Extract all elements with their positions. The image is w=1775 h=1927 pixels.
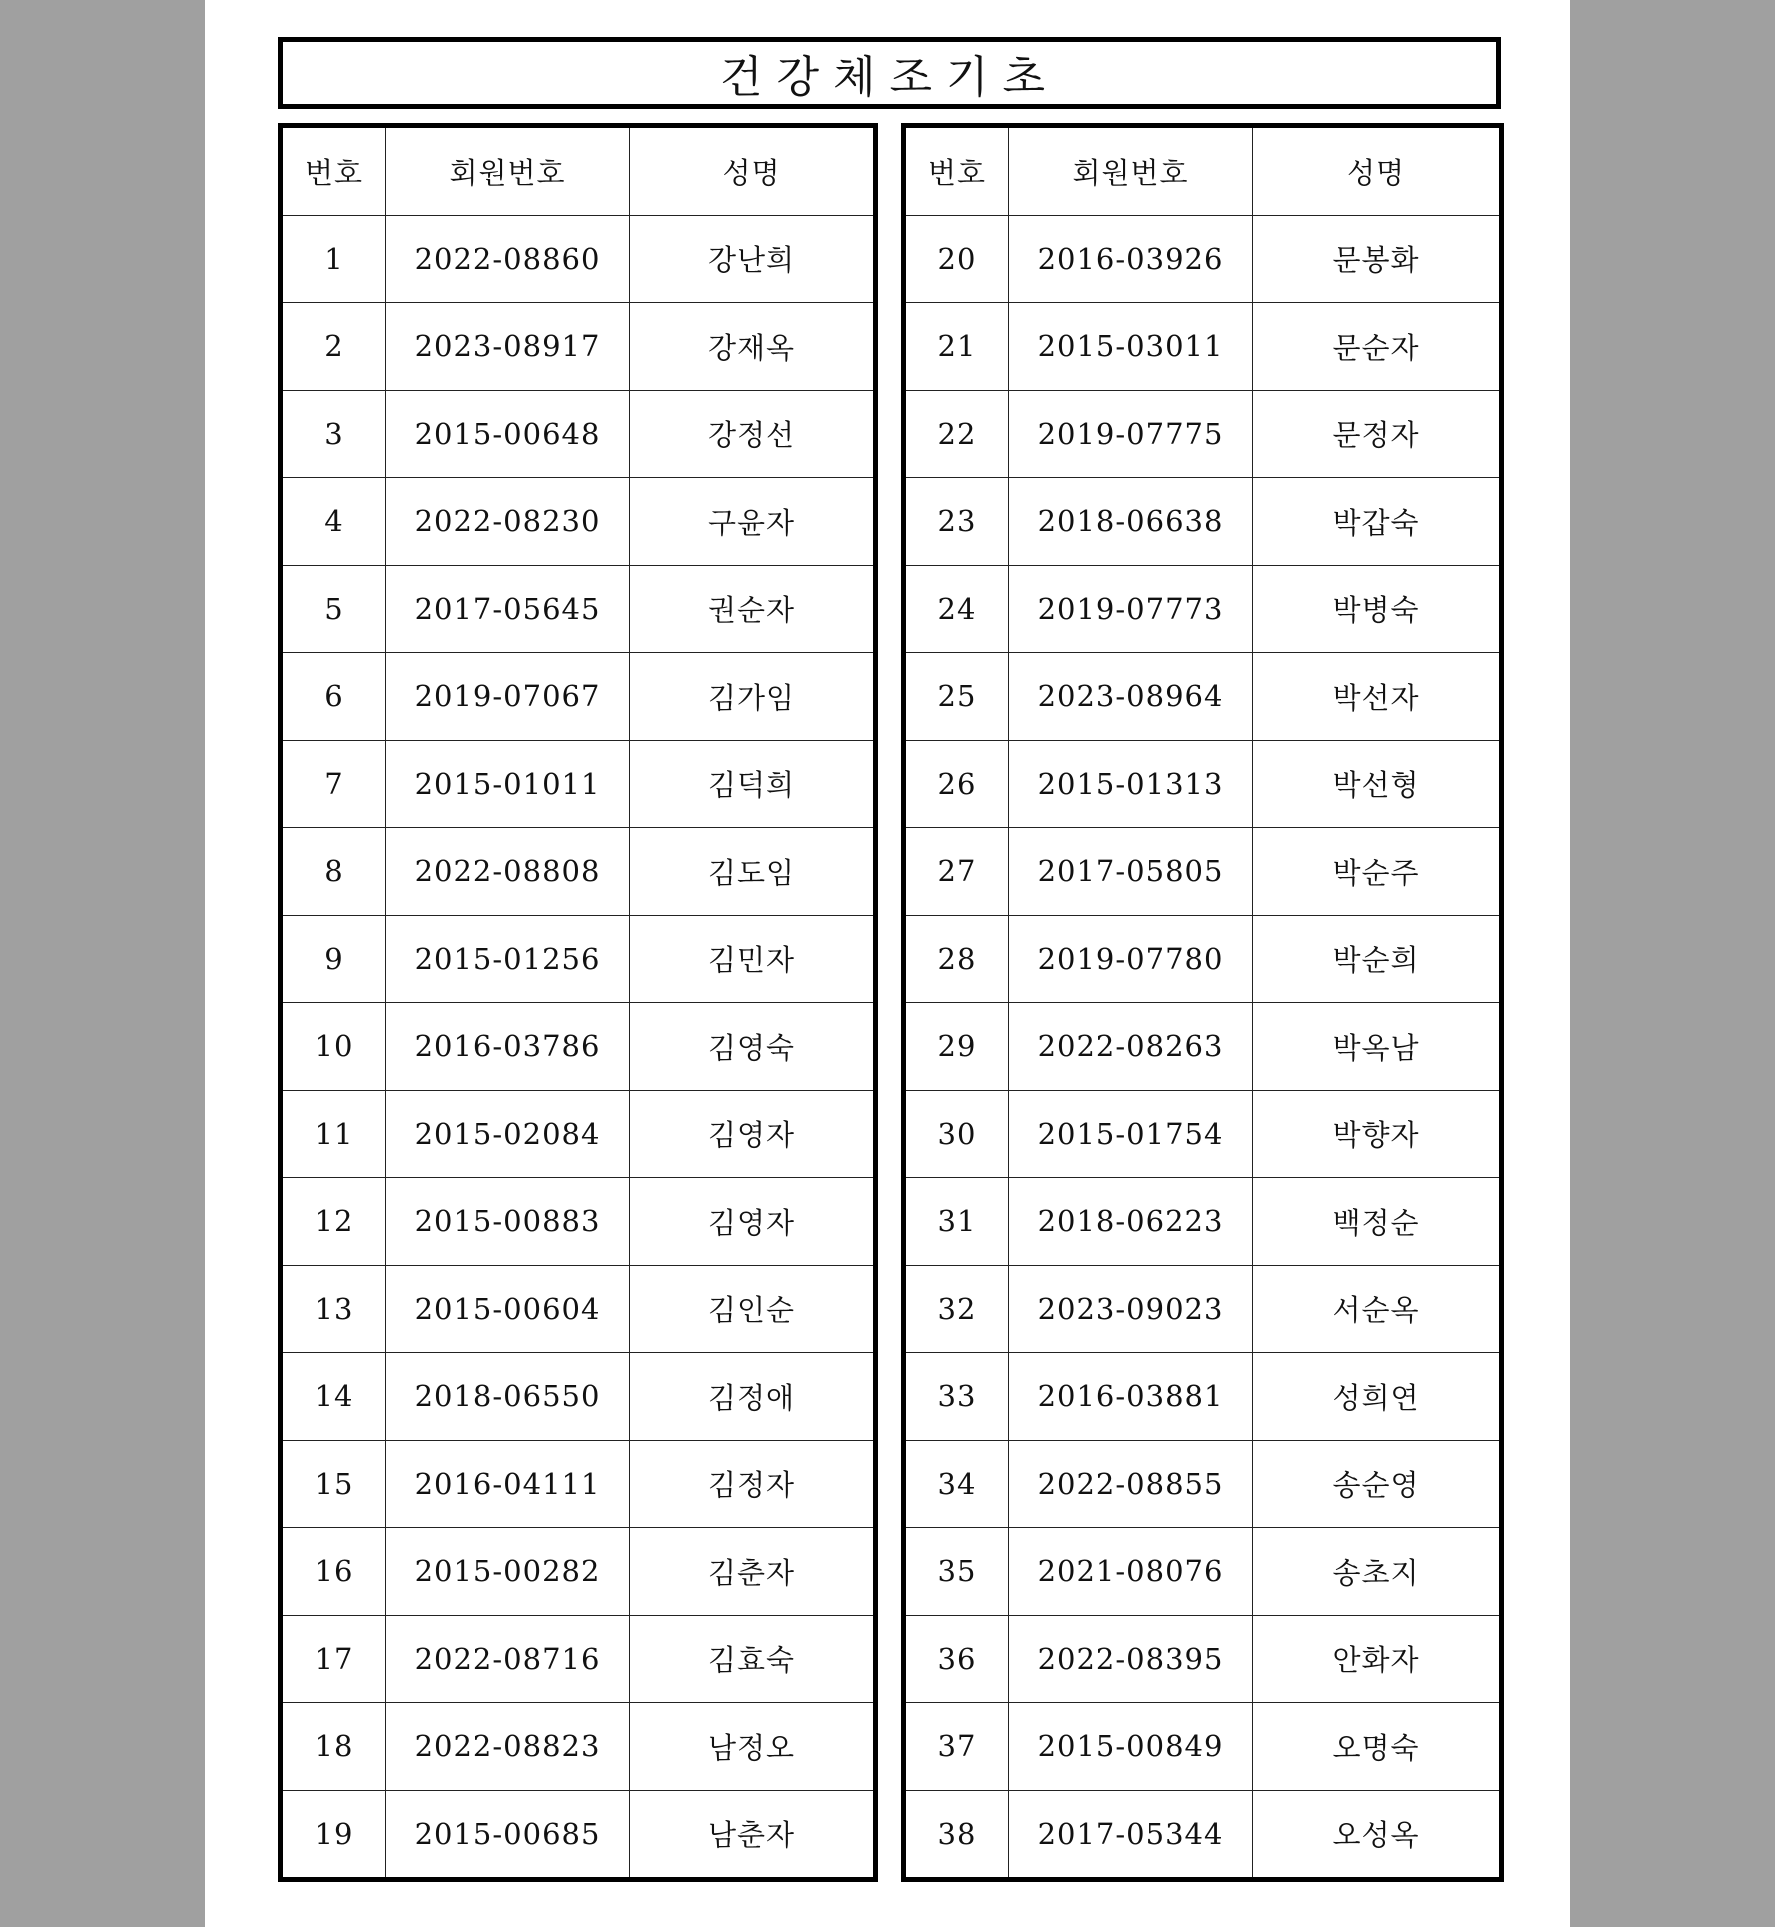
row-number-cell: 1: [281, 215, 386, 303]
table-row: [904, 565, 1502, 653]
member-name-cell: 구윤자: [630, 478, 876, 566]
row-number-cell: 2: [281, 303, 386, 391]
member-id-cell: 2022-08860: [386, 215, 630, 303]
table-row: [281, 1440, 876, 1528]
table-row: [281, 1703, 876, 1791]
member-id-cell: 2022-08395: [1009, 1615, 1253, 1703]
member-id-cell: 2016-03786: [386, 1003, 630, 1091]
row-number-cell: 18: [281, 1703, 386, 1791]
table-row: [904, 390, 1502, 478]
table-row: [904, 1178, 1502, 1266]
member-name-cell: 문봉화: [1253, 215, 1502, 303]
member-id-cell: 2018-06223: [1009, 1178, 1253, 1266]
header-name: 성명: [630, 126, 876, 216]
page-title: 건강체조기초: [719, 52, 1060, 103]
member-id-cell: 2015-00849: [1009, 1703, 1253, 1791]
row-number-cell: 35: [904, 1528, 1009, 1616]
member-id-cell: 2019-07067: [386, 653, 630, 741]
title-box: [278, 37, 1501, 109]
row-number-cell: 7: [281, 740, 386, 828]
member-id-cell: 2015-03011: [1009, 303, 1253, 391]
member-name-cell: 김효숙: [630, 1615, 876, 1703]
table-row: [904, 1703, 1502, 1791]
row-number-cell: 6: [281, 653, 386, 741]
document-page: [205, 0, 1570, 1927]
member-id-cell: 2018-06638: [1009, 478, 1253, 566]
member-id-cell: 2022-08808: [386, 828, 630, 916]
member-id-cell: 2022-08855: [1009, 1440, 1253, 1528]
member-name-cell: 박병숙: [1253, 565, 1502, 653]
row-number-cell: 28: [904, 915, 1009, 1003]
table-row: [904, 1790, 1502, 1880]
table-row: [904, 1615, 1502, 1703]
row-number-cell: 15: [281, 1440, 386, 1528]
member-id-cell: 2015-00685: [386, 1790, 630, 1880]
member-id-cell: 2018-06550: [386, 1353, 630, 1441]
row-number-cell: 34: [904, 1440, 1009, 1528]
roster-body-right: [904, 215, 1502, 1880]
table-row: [281, 740, 876, 828]
member-name-cell: 강재옥: [630, 303, 876, 391]
member-name-cell: 오명숙: [1253, 1703, 1502, 1791]
member-id-cell: 2023-09023: [1009, 1265, 1253, 1353]
member-id-cell: 2022-08716: [386, 1615, 630, 1703]
row-number-cell: 37: [904, 1703, 1009, 1791]
member-name-cell: 김가임: [630, 653, 876, 741]
row-number-cell: 23: [904, 478, 1009, 566]
member-name-cell: 김인순: [630, 1265, 876, 1353]
member-name-cell: 김영자: [630, 1090, 876, 1178]
row-number-cell: 36: [904, 1615, 1009, 1703]
member-name-cell: 김춘자: [630, 1528, 876, 1616]
table-row: [904, 1353, 1502, 1441]
row-number-cell: 17: [281, 1615, 386, 1703]
header-row: [904, 126, 1502, 216]
member-id-cell: 2016-04111: [386, 1440, 630, 1528]
member-name-cell: 박옥남: [1253, 1003, 1502, 1091]
row-number-cell: 21: [904, 303, 1009, 391]
table-row: [281, 478, 876, 566]
member-id-cell: 2017-05805: [1009, 828, 1253, 916]
member-id-cell: 2023-08964: [1009, 653, 1253, 741]
member-id-cell: 2015-01313: [1009, 740, 1253, 828]
table-row: [281, 1090, 876, 1178]
table-row: [904, 215, 1502, 303]
member-name-cell: 김영숙: [630, 1003, 876, 1091]
member-id-cell: 2023-08917: [386, 303, 630, 391]
member-name-cell: 김영자: [630, 1178, 876, 1266]
table-row: [281, 1353, 876, 1441]
row-number-cell: 12: [281, 1178, 386, 1266]
row-number-cell: 9: [281, 915, 386, 1003]
member-name-cell: 박선자: [1253, 653, 1502, 741]
row-number-cell: 19: [281, 1790, 386, 1880]
member-id-cell: 2017-05645: [386, 565, 630, 653]
row-number-cell: 29: [904, 1003, 1009, 1091]
table-row: [904, 1440, 1502, 1528]
row-number-cell: 3: [281, 390, 386, 478]
member-name-cell: 문정자: [1253, 390, 1502, 478]
member-id-cell: 2022-08263: [1009, 1003, 1253, 1091]
table-row: [281, 565, 876, 653]
row-number-cell: 14: [281, 1353, 386, 1441]
table-row: [281, 390, 876, 478]
table-row: [281, 1615, 876, 1703]
member-id-cell: 2022-08823: [386, 1703, 630, 1791]
member-name-cell: 강정선: [630, 390, 876, 478]
member-name-cell: 김도임: [630, 828, 876, 916]
row-number-cell: 22: [904, 390, 1009, 478]
member-name-cell: 송순영: [1253, 1440, 1502, 1528]
member-name-cell: 송초지: [1253, 1528, 1502, 1616]
member-id-cell: 2016-03881: [1009, 1353, 1253, 1441]
member-id-cell: 2015-01754: [1009, 1090, 1253, 1178]
table-row: [281, 1003, 876, 1091]
header-name: 성명: [1253, 126, 1502, 216]
member-name-cell: 서순옥: [1253, 1265, 1502, 1353]
table-row: [904, 478, 1502, 566]
table-row: [281, 303, 876, 391]
header-member-id: 회원번호: [1009, 126, 1253, 216]
table-row: [281, 1265, 876, 1353]
table-row: [904, 303, 1502, 391]
row-number-cell: 24: [904, 565, 1009, 653]
header-member-id: 회원번호: [386, 126, 630, 216]
member-name-cell: 오성옥: [1253, 1790, 1502, 1880]
table-row: [904, 1090, 1502, 1178]
header-no: 번호: [904, 126, 1009, 216]
member-name-cell: 박순주: [1253, 828, 1502, 916]
header-no: 번호: [281, 126, 386, 216]
table-row: [281, 1178, 876, 1266]
member-name-cell: 김덕희: [630, 740, 876, 828]
table-row: [281, 215, 876, 303]
roster-table-left: [278, 123, 878, 1882]
member-id-cell: 2016-03926: [1009, 215, 1253, 303]
member-name-cell: 김민자: [630, 915, 876, 1003]
member-name-cell: 박갑숙: [1253, 478, 1502, 566]
roster-body-left: [281, 215, 876, 1880]
row-number-cell: 30: [904, 1090, 1009, 1178]
member-name-cell: 김정애: [630, 1353, 876, 1441]
roster-table-right: [901, 123, 1504, 1882]
table-row: [904, 653, 1502, 741]
member-id-cell: 2015-00648: [386, 390, 630, 478]
member-id-cell: 2015-00883: [386, 1178, 630, 1266]
row-number-cell: 26: [904, 740, 1009, 828]
table-row: [281, 1528, 876, 1616]
member-name-cell: 문순자: [1253, 303, 1502, 391]
row-number-cell: 13: [281, 1265, 386, 1353]
member-name-cell: 강난희: [630, 215, 876, 303]
member-name-cell: 백정순: [1253, 1178, 1502, 1266]
member-name-cell: 박선형: [1253, 740, 1502, 828]
row-number-cell: 38: [904, 1790, 1009, 1880]
row-number-cell: 10: [281, 1003, 386, 1091]
member-name-cell: 남춘자: [630, 1790, 876, 1880]
row-number-cell: 5: [281, 565, 386, 653]
row-number-cell: 33: [904, 1353, 1009, 1441]
member-id-cell: 2015-00282: [386, 1528, 630, 1616]
table-row: [904, 1265, 1502, 1353]
row-number-cell: 8: [281, 828, 386, 916]
table-row: [281, 915, 876, 1003]
member-id-cell: 2015-01256: [386, 915, 630, 1003]
member-name-cell: 김정자: [630, 1440, 876, 1528]
member-name-cell: 남정오: [630, 1703, 876, 1791]
row-number-cell: 11: [281, 1090, 386, 1178]
member-id-cell: 2017-05344: [1009, 1790, 1253, 1880]
table-row: [281, 653, 876, 741]
member-name-cell: 성희연: [1253, 1353, 1502, 1441]
row-number-cell: 16: [281, 1528, 386, 1616]
member-id-cell: 2015-02084: [386, 1090, 630, 1178]
member-name-cell: 박순희: [1253, 915, 1502, 1003]
member-name-cell: 안화자: [1253, 1615, 1502, 1703]
table-row: [904, 915, 1502, 1003]
member-id-cell: 2021-08076: [1009, 1528, 1253, 1616]
row-number-cell: 27: [904, 828, 1009, 916]
table-row: [281, 1790, 876, 1880]
member-id-cell: 2015-00604: [386, 1265, 630, 1353]
row-number-cell: 31: [904, 1178, 1009, 1266]
member-id-cell: 2015-01011: [386, 740, 630, 828]
member-id-cell: 2019-07780: [1009, 915, 1253, 1003]
table-row: [904, 1003, 1502, 1091]
member-id-cell: 2019-07773: [1009, 565, 1253, 653]
row-number-cell: 4: [281, 478, 386, 566]
member-id-cell: 2022-08230: [386, 478, 630, 566]
row-number-cell: 32: [904, 1265, 1009, 1353]
member-id-cell: 2019-07775: [1009, 390, 1253, 478]
table-row: [904, 1528, 1502, 1616]
header-row: [281, 126, 876, 216]
row-number-cell: 25: [904, 653, 1009, 741]
member-name-cell: 권순자: [630, 565, 876, 653]
row-number-cell: 20: [904, 215, 1009, 303]
member-name-cell: 박향자: [1253, 1090, 1502, 1178]
table-row: [904, 740, 1502, 828]
table-row: [281, 828, 876, 916]
table-row: [904, 828, 1502, 916]
